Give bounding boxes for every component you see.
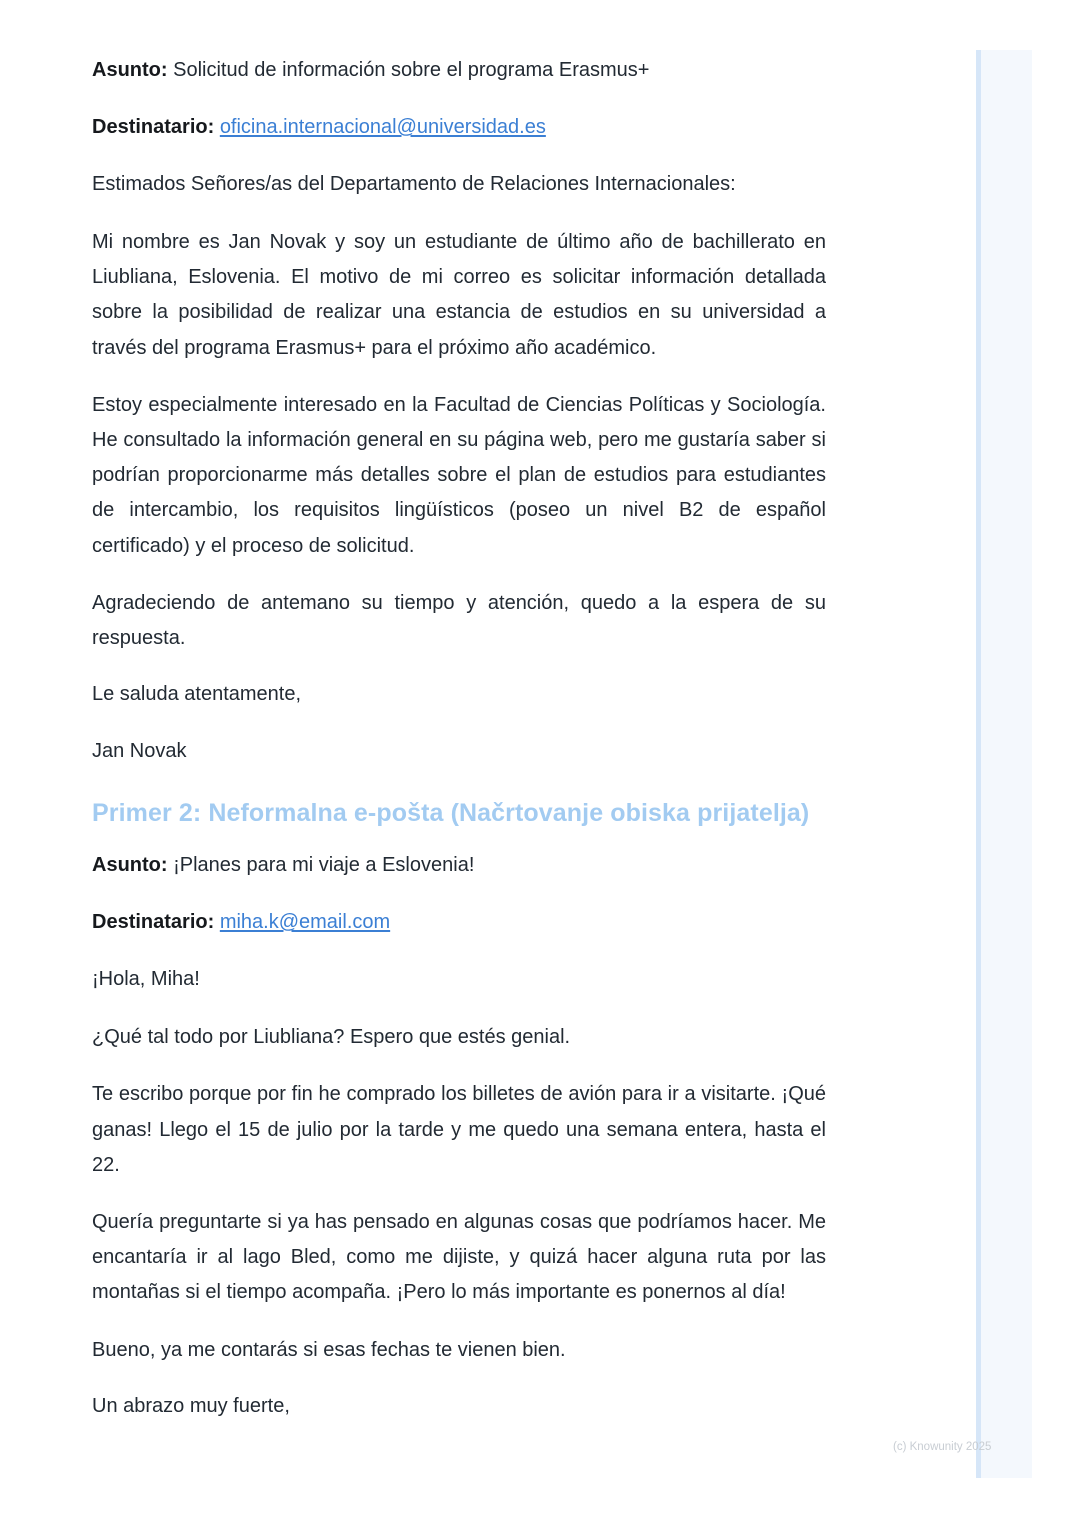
email2-recipient-line <box>92 906 826 938</box>
subject-label: Asunto: <box>92 59 168 81</box>
recipient-label: Destinatario: <box>92 116 215 138</box>
subject-label: Asunto: <box>92 854 168 877</box>
email1-signature: Jan Novak <box>92 740 187 763</box>
recipient-label: Destinatario: <box>92 911 215 934</box>
email1-subject-line <box>92 54 826 86</box>
email1-paragraph: Estoy especialmente interesado en la Facultad de Ciencias Políticas y Sociología. He consultado la información general en su página web, pero me gustaría saber si podrían proporcionarme más detalles sobre el plan de estudios para estudiantes de intercambio, los requisitos lingüísticos (poseo un nivel B2 de español certificado) y el proceso de solicitud. <box>92 393 826 557</box>
email1-greeting: Estimados Señores/as del Departamento de Relaciones Internacionales: <box>92 173 736 195</box>
email1-recipient-link[interactable]: oficina.internacional@universidad.es <box>219 116 546 138</box>
email1-paragraph: Mi nombre es Jan Novak y soy un estudiante de último año de bachillerato en Liubliana, Eslovenia. El motivo de mi correo es solicitar información detallada sobre la posibilidad de realizar una estancia de estudios en su universidad a través del programa Erasmus+ para el próximo año académico. <box>92 231 826 359</box>
sidebar-band <box>976 50 1032 1478</box>
copyright-footer: (c) Knowunity 2025 <box>893 1441 992 1453</box>
email2-paragraph: Bueno, ya me contarás si esas fechas te vienen bien. <box>92 1338 566 1361</box>
email2-paragraph: Quería preguntarte si ya has pensado en algunas cosas que podríamos hacer. Me encantaría ir al lago Bled, como me dijiste, y quizá hacer alguna ruta por las montañas si el tiempo acompaña. ¡Pero lo más importante es ponernos al día! <box>92 1211 826 1304</box>
email1-subject: Solicitud de información sobre el programa Erasmus+ <box>173 59 650 81</box>
email2-subject-line <box>92 849 826 881</box>
section2-heading: Primer 2: Neformalna e-pošta (Načrtovanje obiska prijatelja) <box>92 799 810 828</box>
email2-greeting: ¡Hola, Miha! <box>92 968 200 991</box>
email1-recipient-line <box>92 111 826 143</box>
email1-paragraph: Agradeciendo de antemano su tiempo y atención, quedo a la espera de su respuesta. <box>92 591 826 650</box>
email2-paragraph: Te escribo porque por fin he comprado los billetes de avión para ir a visitarte. ¡Qué ganas! Llego el 15 de julio por la tarde y me quedo una semana entera, hasta el 22. <box>92 1083 826 1176</box>
email2-subject: ¡Planes para mi viaje a Eslovenia! <box>173 854 475 877</box>
email2-paragraph: ¿Qué tal todo por Liubliana? Espero que estés genial. <box>92 1026 571 1049</box>
document-body <box>92 54 826 1447</box>
email1-closing: Le saluda atentamente, <box>92 683 302 706</box>
email2-recipient-link[interactable]: miha.k@email.com <box>219 911 391 934</box>
email2-closing: Un abrazo muy fuerte, <box>92 1394 290 1417</box>
